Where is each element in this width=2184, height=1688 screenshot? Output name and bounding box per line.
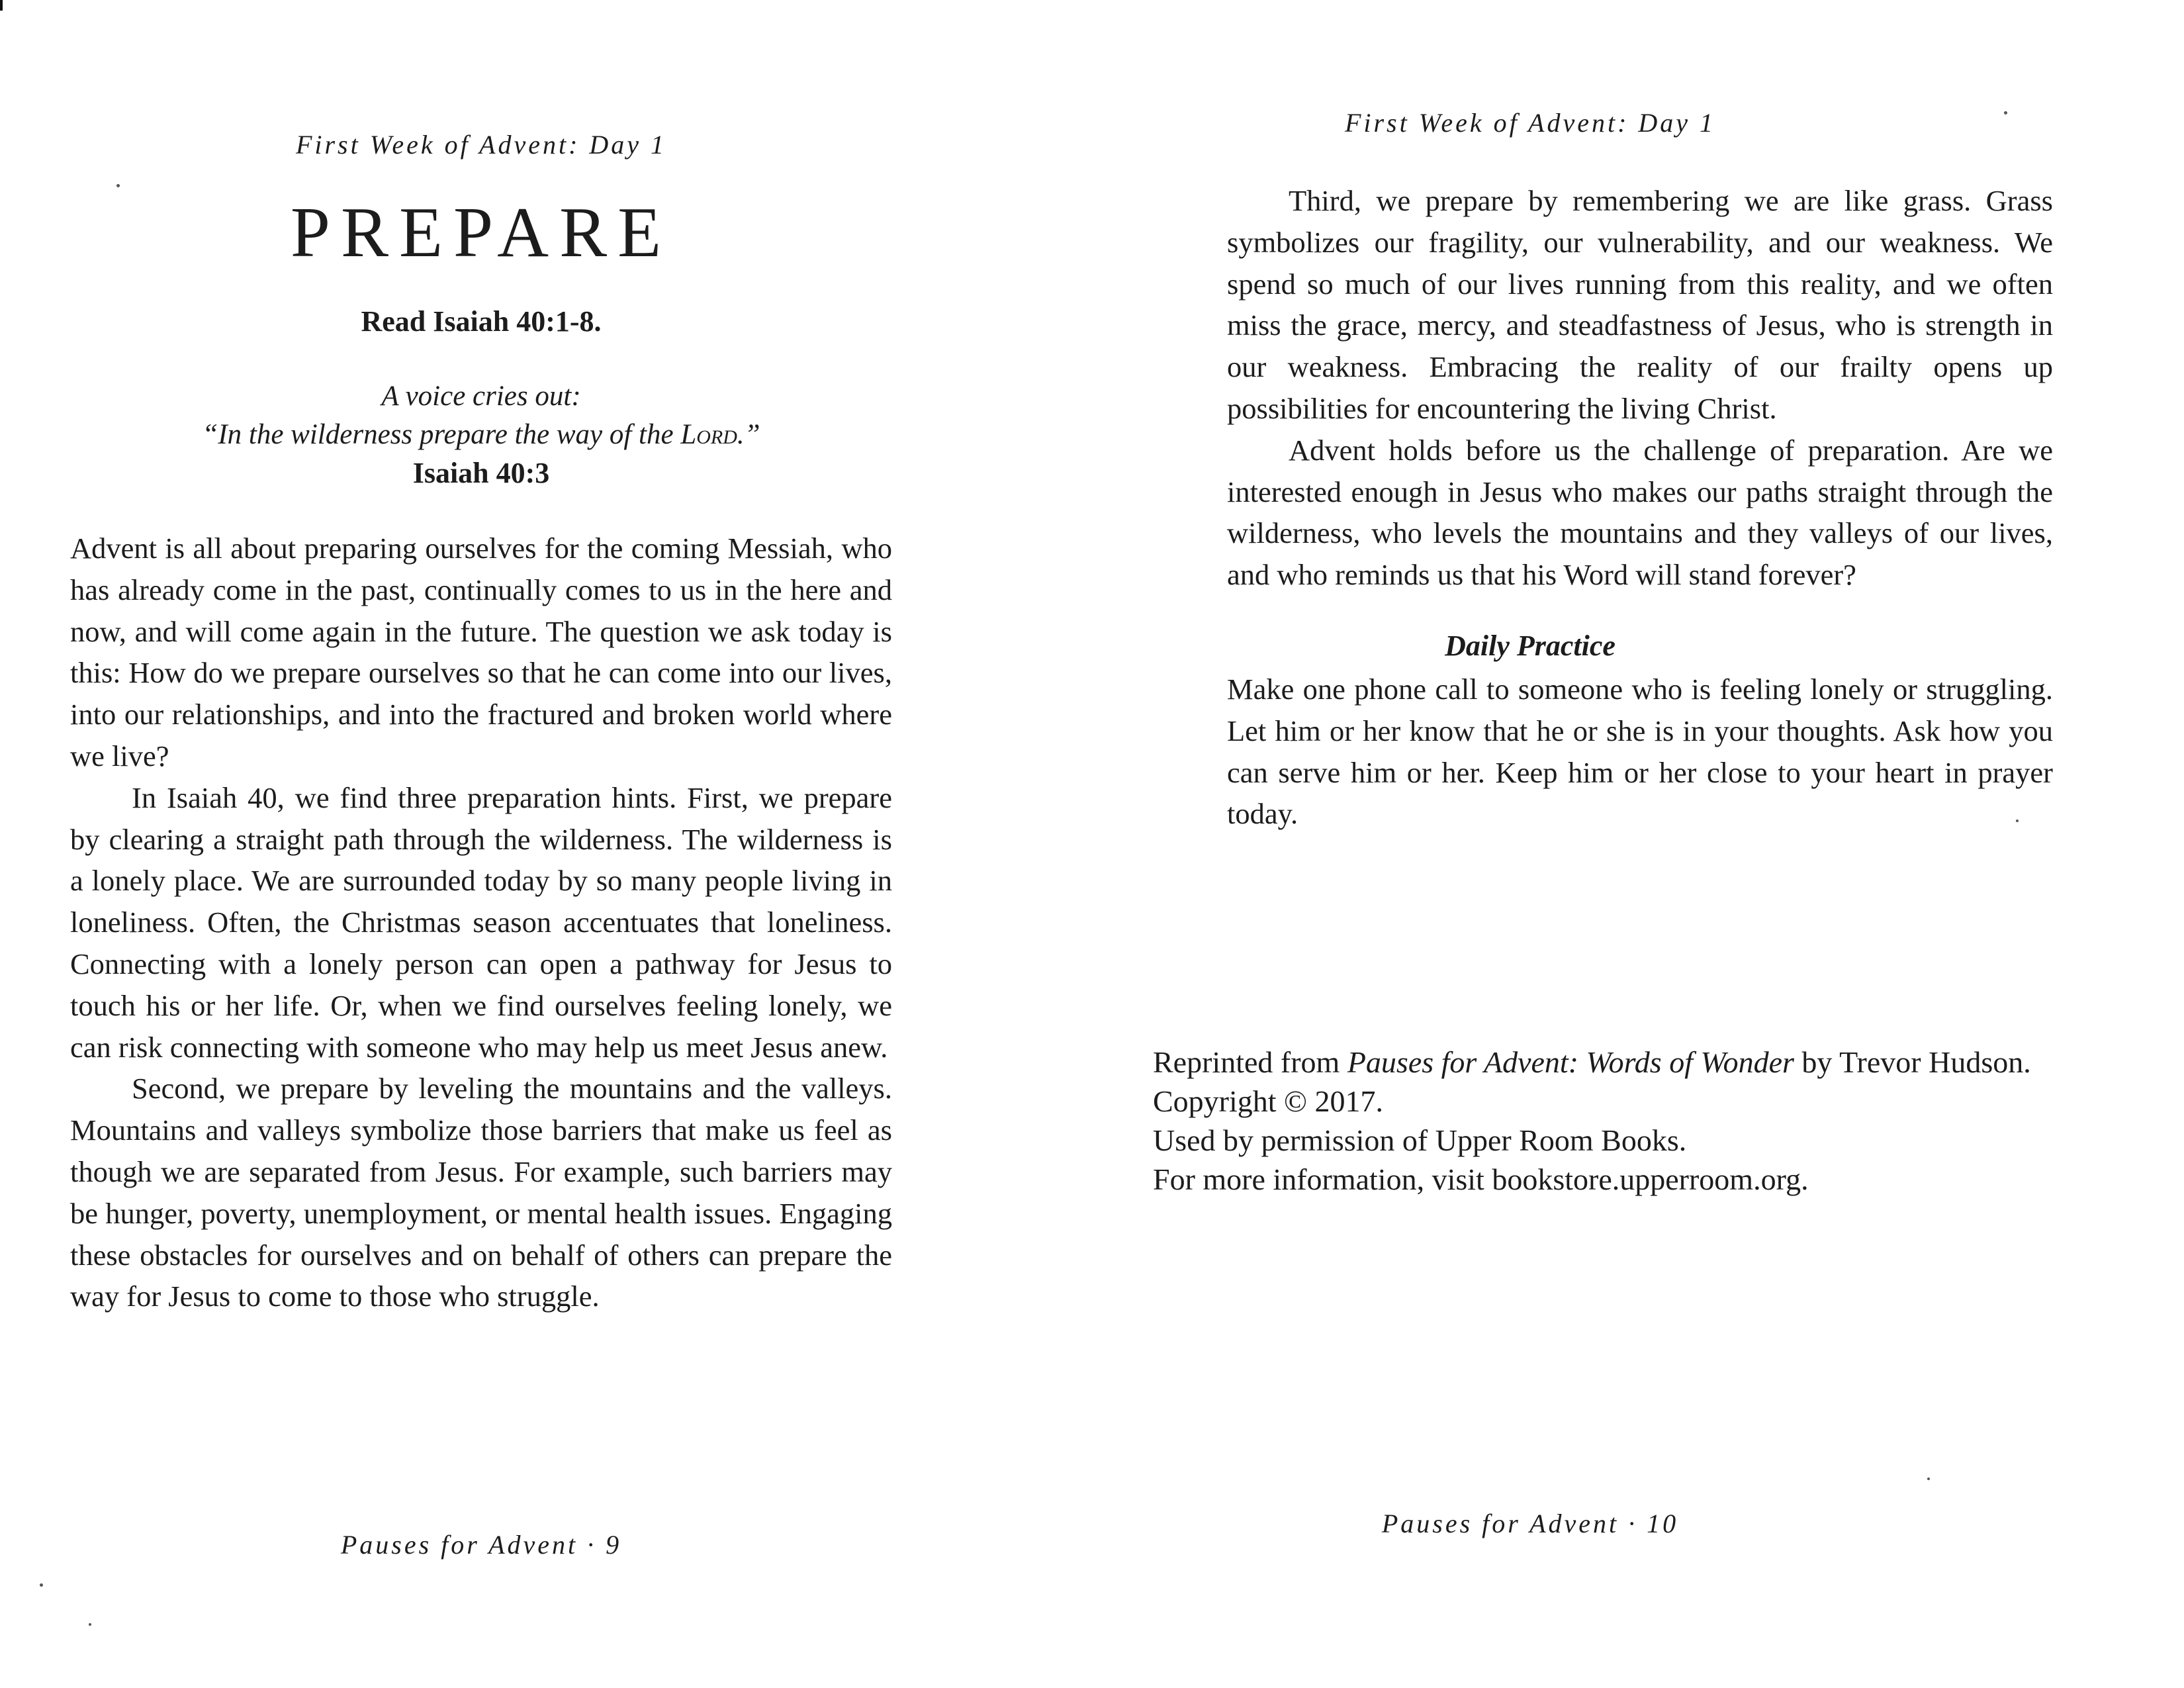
- epigraph-line-2-start: “In the wilderness prepare the way of the: [202, 419, 681, 450]
- epigraph-reference: Isaiah 40:3: [412, 457, 550, 489]
- credit-line-2: Copyright © 2017.: [1153, 1084, 1384, 1118]
- credit-line-3: Used by permission of Upper Room Books.: [1153, 1123, 1687, 1157]
- paragraph: Second, we prepare by leveling the mountains and the valleys. Mountains and valleys symbolize those barriers that make us feel as though we are separated from Jesus. For example, such barriers may be hunger, poverty, unemployment, or mental health issues. Engaging these obstacles for ourselves and on behalf of others can prepare the way for Jesus to come to those who struggle.: [70, 1072, 892, 1313]
- credit-prefix: Reprinted from: [1153, 1045, 1347, 1079]
- paragraph: Advent is all about preparing ourselves for the coming Messiah, who has already come in the past, continually comes to us in the here and now, and will come again in the future. The question we ask today is this: How do we prepare ourselves so that he can come into our lives, into our relationships, and into the fractured and broken world where we live?: [70, 532, 892, 773]
- daily-practice-heading: Daily Practice: [1445, 630, 1615, 662]
- daily-practice-text: Make one phone call to someone who is feeling lonely or struggling. Let him or her know that he or she is in your thoughts. Ask how you can serve him or her. Keep him or her close to your heart in prayer today.: [1227, 673, 2053, 831]
- running-head: First Week of Advent: Day 1: [295, 130, 667, 160]
- running-head: First Week of Advent: Day 1: [1344, 108, 1716, 138]
- epigraph-line-1: A voice cries out:: [381, 381, 581, 412]
- epigraph: [0, 377, 962, 492]
- epigraph-line-2: [0, 416, 962, 454]
- scan-speck: [2016, 820, 2019, 822]
- page-footer: Pauses for Advent · 10: [1381, 1509, 1679, 1538]
- body-text: [1227, 180, 2053, 596]
- epigraph-line-2-end: .”: [737, 419, 760, 450]
- paragraph: Third, we prepare by remembering we are like grass. Grass symbolizes our fragility, our vulnerability, and our weakness. We spend so much of our lives running from this reality, and we often miss the grace, mercy, and steadfastness of Jesus, who is strength in our weakness. Embracing the reality of our frailty opens up possibilities for encountering the living Christ.: [1227, 184, 2053, 425]
- paragraph: In Isaiah 40, we find three preparation hints. First, we prepare by clearing a straight path through the wilderness. The wilderness is a lonely place. We are surrounded today by so many people living in loneliness. Often, the Christmas season accentuates that loneliness. Connecting with a lonely person can open a pathway for Jesus to touch his or her life. Or, when we find ourselves feeling lonely, we can risk connecting with someone who may help us meet Jesus anew.: [70, 780, 892, 1064]
- paragraph: Advent holds before us the challenge of preparation. Are we interested enough in Jesus who makes our paths straight through the wilderness, who levels the mountains and they valleys of our lives, and who reminds us that his Word will stand forever?: [1227, 433, 2053, 592]
- scan-speck: [40, 1583, 43, 1587]
- epigraph-lord: Lord: [680, 419, 737, 450]
- scan-speck: [2004, 111, 2007, 115]
- right-page: [1092, 0, 2184, 1688]
- scripture-reading: Read Isaiah 40:1-8.: [361, 305, 602, 338]
- page-title: PREPARE: [290, 193, 672, 272]
- page-footer: Pauses for Advent · 9: [340, 1530, 622, 1560]
- scan-speck: [1927, 1477, 1930, 1480]
- reprint-credit: [1153, 1043, 2146, 1199]
- scan-speck: [89, 1623, 91, 1626]
- credit-book-title: Pauses for Advent: Words of Wonder: [1347, 1045, 1794, 1079]
- credit-line-1: [1153, 1043, 2146, 1082]
- credit-author: by Trevor Hudson.: [1794, 1045, 2031, 1079]
- scan-speck: [116, 184, 120, 187]
- body-text: [70, 528, 892, 1317]
- credit-line-4: For more information, visit bookstore.upperroom.org.: [1153, 1162, 1809, 1196]
